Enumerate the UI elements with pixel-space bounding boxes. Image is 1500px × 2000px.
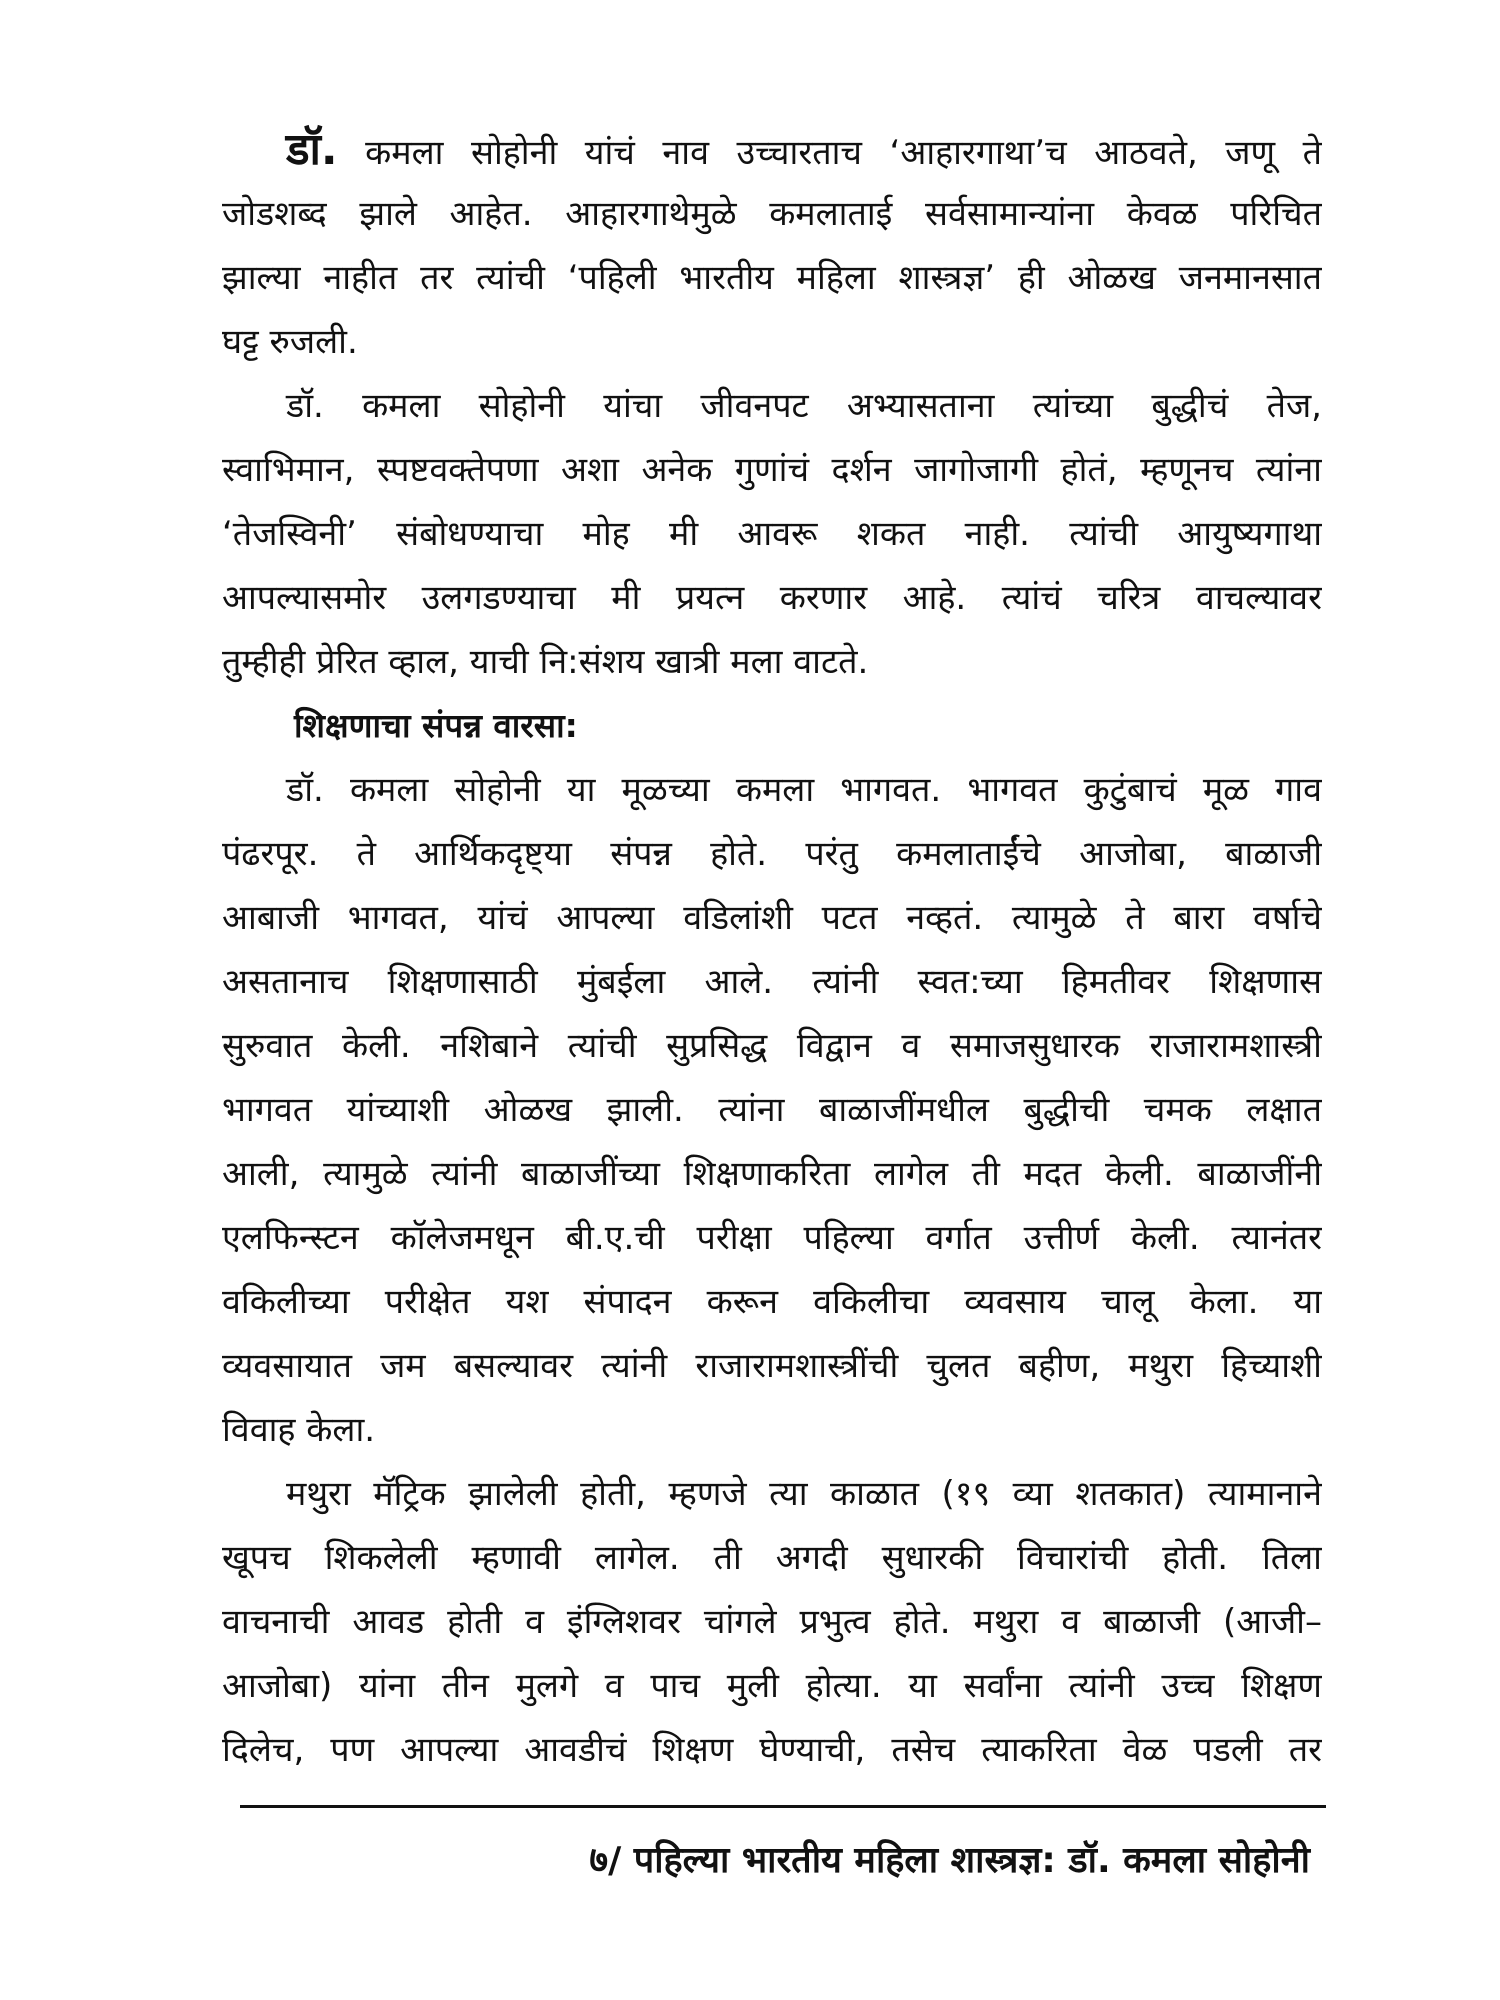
paragraph-1-line-2: जोडशब्द झाले आहेत. आहारगाथेमुळे कमलाताई सर्वसामान्यांना केवळ परिचित [222,194,1322,234]
paragraph-3-line-5: सुरुवात केली. नशिबाने त्यांची सुप्रसिद्ध विद्वान व समाजसुधारक राजारामशास्त्री [222,1026,1322,1066]
paragraph-3-line-2: पंढरपूर. ते आर्थिकदृष्ट्या संपन्न होते. परंतु कमलाताईंचे आजोबा, बाळाजी [222,834,1322,874]
paragraph-3-line-9: वकिलीच्या परीक्षेत यश संपादन करून वकिलीचा व्यवसाय चालू केला. या [222,1282,1322,1322]
paragraph-4-line-4: आजोबा) यांना तीन मुलगे व पाच मुली होत्या. या सर्वांना त्यांनी उच्च शिक्षण [222,1666,1322,1706]
paragraph-3-line-7: आली, त्यामुळे त्यांनी बाळाजींच्या शिक्षणाकरिता लागेल ती मदत केली. बाळाजींनी [222,1154,1322,1194]
footer-divider [240,1805,1326,1808]
paragraph-2-line-3: ‘तेजस्विनी’ संबोधण्याचा मोह मी आवरू शकत नाही. त्यांची आयुष्यगाथा [222,514,1322,554]
paragraph-2-line-1: डॉ. कमला सोहोनी यांचा जीवनपट अभ्यासताना त्यांच्या बुद्धीचं तेज, [286,386,1322,426]
paragraph-1-line-1: डॉ. कमला सोहोनी यांचं नाव उच्चारताच ‘आहारगाथा’च आठवते, जणू ते [286,124,1322,175]
page-footer: ७/ पहिल्या भारतीय महिला शास्त्रज्ञ: डॉ. कमला सोहोनी [589,1840,1310,1881]
paragraph-1-line-3: झाल्या नाहीत तर त्यांची ‘पहिली भारतीय महिला शास्त्रज्ञ’ ही ओळख जनमानसात [222,258,1322,298]
paragraph-3-line-10: व्यवसायात जम बसल्यावर त्यांनी राजारामशास्त्रींची चुलत बहीण, मथुरा हिच्याशी [222,1346,1322,1386]
paragraph-1-line-4: घट्ट रुजली. [222,322,358,362]
dropcap: डॉ. [286,124,338,175]
paragraph-3-line-6: भागवत यांच्याशी ओळख झाली. त्यांना बाळाजींमधील बुद्धीची चमक लक्षात [222,1090,1322,1130]
paragraph-2-line-5: तुम्हीही प्रेरित व्हाल, याची नि:संशय खात्री मला वाटते. [222,642,869,682]
paragraph-4-line-5: दिलेच, पण आपल्या आवडीचं शिक्षण घेण्याची, तसेच त्याकरिता वेळ पडली तर [222,1730,1322,1770]
paragraph-4-line-2: खूपच शिकलेली म्हणावी लागेल. ती अगदी सुधारकी विचारांची होती. तिला [222,1538,1322,1578]
paragraph-2-line-4: आपल्यासमोर उलगडण्याचा मी प्रयत्न करणार आहे. त्यांचं चरित्र वाचल्यावर [222,578,1322,618]
paragraph-4-line-3: वाचनाची आवड होती व इंग्लिशवर चांगले प्रभुत्व होते. मथुरा व बाळाजी (आजी– [222,1602,1322,1642]
paragraph-3-line-4: असतानाच शिक्षणासाठी मुंबईला आले. त्यांनी स्वत:च्या हिमतीवर शिक्षणास [222,962,1322,1002]
section-heading: शिक्षणाचा संपन्न वारसा: [294,706,578,745]
paragraph-3-line-11: विवाह केला. [222,1410,376,1450]
body-text [222,118,1322,1782]
paragraph-4-line-1: मथुरा मॅट्रिक झालेली होती, म्हणजे त्या काळात (१९ व्या शतकात) त्यामानाने [286,1474,1322,1514]
paragraph-2-line-2: स्वाभिमान, स्पष्टवक्तेपणा अशा अनेक गुणांचं दर्शन जागोजागी होतं, म्हणूनच त्यांना [222,450,1322,490]
paragraph-3-line-8: एलफिन्स्टन कॉलेजमधून बी.ए.ची परीक्षा पहिल्या वर्गात उत्तीर्ण केली. त्यानंतर [222,1218,1322,1258]
paragraph-3-line-3: आबाजी भागवत, यांचं आपल्या वडिलांशी पटत नव्हतं. त्यामुळे ते बारा वर्षाचे [222,898,1322,938]
paragraph-3-line-1: डॉ. कमला सोहोनी या मूळच्या कमला भागवत. भागवत कुटुंबाचं मूळ गाव [286,770,1322,810]
